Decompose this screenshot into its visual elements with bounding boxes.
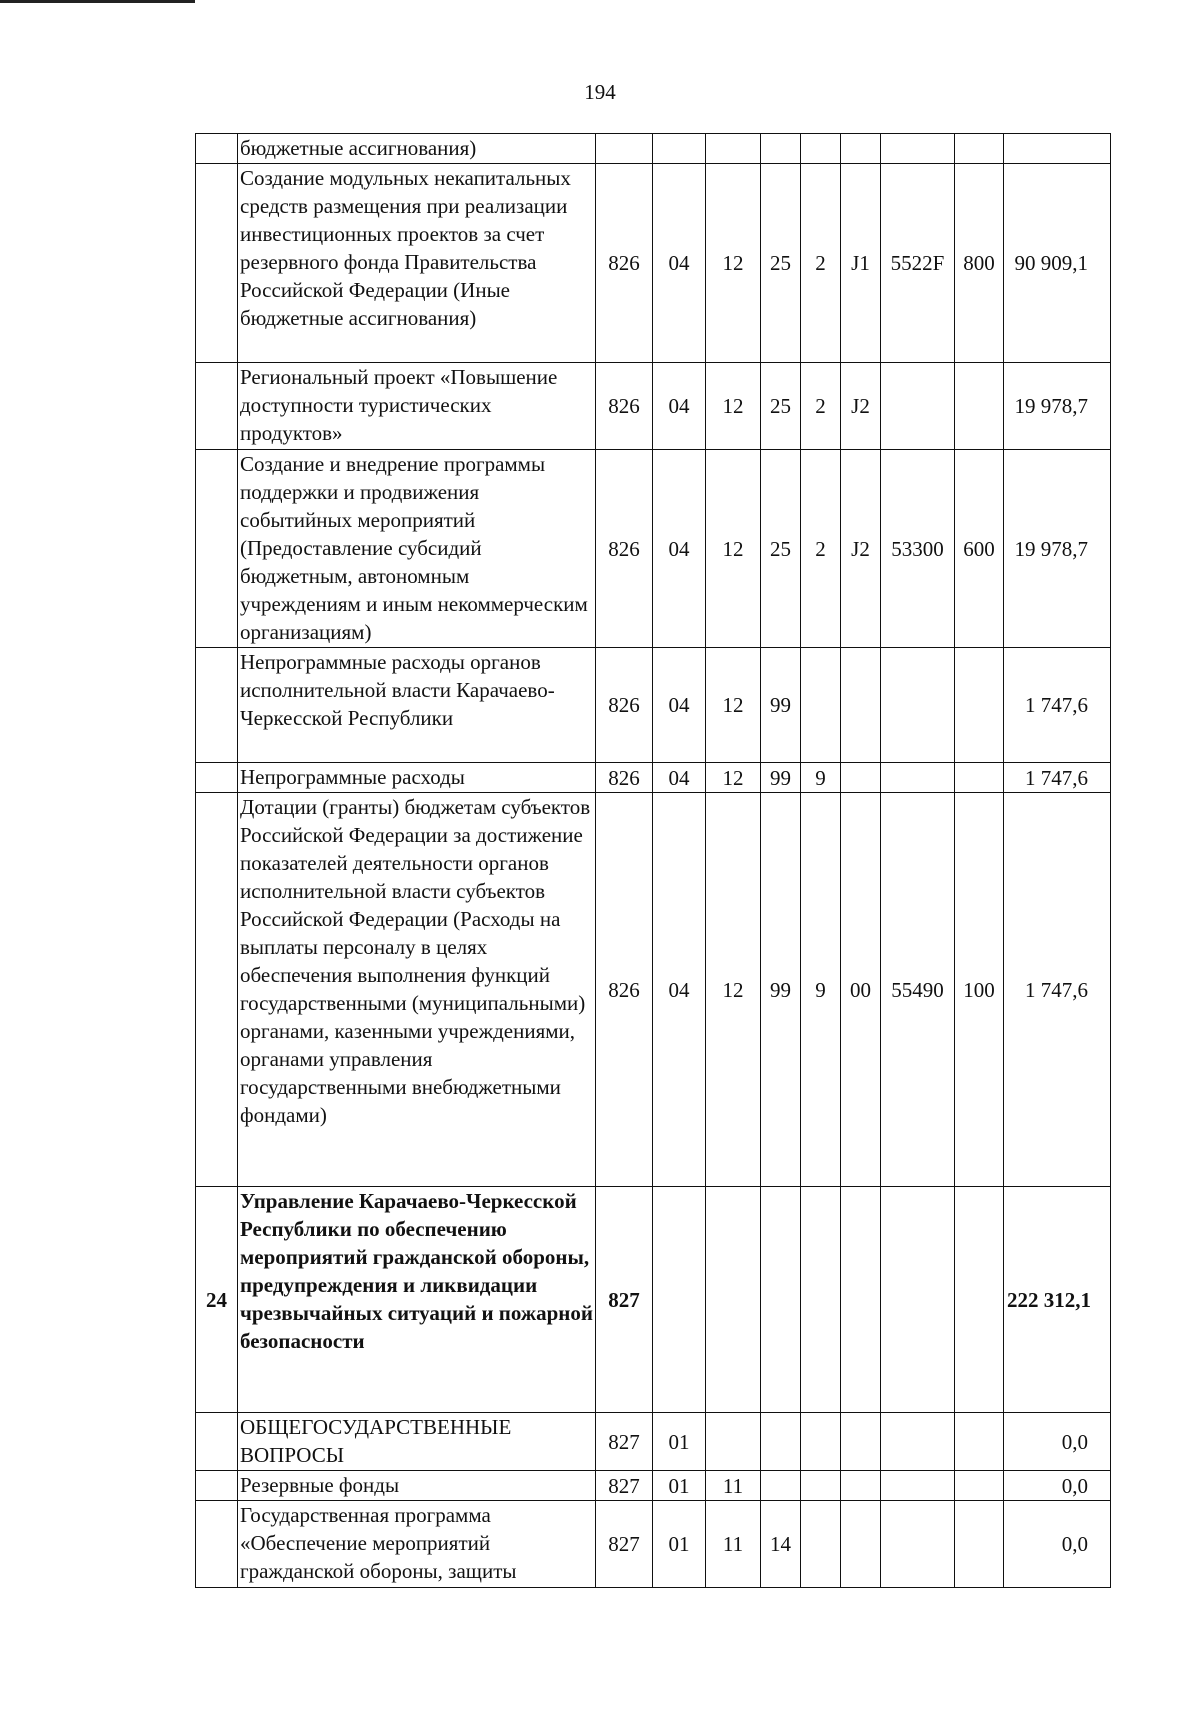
table-row: [196, 363, 1111, 450]
amount: 19 978,7: [1004, 450, 1111, 648]
amount: 1 747,6: [1004, 763, 1111, 793]
ministry-code: 826: [596, 363, 653, 450]
row-number: [196, 648, 238, 763]
subprogram-code: 9: [801, 793, 841, 1187]
page-number: 194: [584, 80, 616, 104]
amount: 90 909,1: [1004, 164, 1111, 363]
budget-table: [195, 133, 1111, 1588]
section-code: 04: [653, 763, 706, 793]
section-code: 01: [653, 1501, 706, 1588]
project-code: 00: [841, 793, 881, 1187]
ministry-code: 826: [596, 450, 653, 648]
subprogram-code: [801, 1413, 841, 1471]
subsection-code: 12: [706, 450, 761, 648]
section-code: 04: [653, 793, 706, 1187]
expense-type-code: [955, 363, 1004, 450]
section-code: 04: [653, 648, 706, 763]
direction-code: [881, 1187, 955, 1413]
table-row: [196, 763, 1111, 793]
program-code: [761, 1187, 801, 1413]
expense-type-code: 100: [955, 793, 1004, 1187]
amount: 1 747,6: [1004, 793, 1111, 1187]
table-row: [196, 450, 1111, 648]
amount: 0,0: [1004, 1471, 1111, 1501]
program-code: [761, 134, 801, 164]
project-code: [841, 763, 881, 793]
subprogram-code: 2: [801, 363, 841, 450]
program-code: 25: [761, 164, 801, 363]
direction-code: [881, 763, 955, 793]
subprogram-code: 9: [801, 763, 841, 793]
amount: 1 747,6: [1004, 648, 1111, 763]
row-number: [196, 763, 238, 793]
expense-type-code: 600: [955, 450, 1004, 648]
program-code: 14: [761, 1501, 801, 1588]
table-row: [196, 1413, 1111, 1471]
expense-name: Непрограммные расходы: [238, 763, 596, 793]
direction-code: [881, 648, 955, 763]
amount: [1004, 134, 1111, 164]
project-code: [841, 1187, 881, 1413]
direction-code: [881, 1501, 955, 1588]
row-number: [196, 1471, 238, 1501]
project-code: J2: [841, 450, 881, 648]
section-code: 01: [653, 1413, 706, 1471]
expense-type-code: [955, 1413, 1004, 1471]
ministry-code: 827: [596, 1471, 653, 1501]
amount: 222 312,1: [1004, 1187, 1111, 1413]
table-row: [196, 1187, 1111, 1413]
program-code: [761, 1413, 801, 1471]
project-code: [841, 1471, 881, 1501]
expense-type-code: [955, 1501, 1004, 1588]
expense-type-code: [955, 1471, 1004, 1501]
program-code: 99: [761, 793, 801, 1187]
subprogram-code: [801, 648, 841, 763]
row-number: [196, 1413, 238, 1471]
program-code: 25: [761, 450, 801, 648]
subprogram-code: 2: [801, 164, 841, 363]
subsection-code: [706, 134, 761, 164]
program-code: 99: [761, 648, 801, 763]
expense-name: Управление Карачаево-Черкесской Республики по обеспечению мероприятий гражданской обороны, предупреждения и ликвидации чрезвычайных ситуаций и пожарной безопасности: [238, 1187, 596, 1413]
expense-name: Непрограммные расходы органов исполнительной власти Карачаево-Черкесской Республики: [238, 648, 596, 763]
expense-type-code: [955, 134, 1004, 164]
subsection-code: 12: [706, 164, 761, 363]
section-code: 04: [653, 164, 706, 363]
ministry-code: 826: [596, 793, 653, 1187]
row-number: 24: [196, 1187, 238, 1413]
subprogram-code: [801, 1187, 841, 1413]
table-row: [196, 793, 1111, 1187]
amount: 0,0: [1004, 1501, 1111, 1588]
direction-code: [881, 134, 955, 164]
section-code: 01: [653, 1471, 706, 1501]
direction-code: [881, 363, 955, 450]
project-code: [841, 1413, 881, 1471]
row-number: [196, 134, 238, 164]
ministry-code: 827: [596, 1501, 653, 1588]
subprogram-code: [801, 1471, 841, 1501]
expense-name: Региональный проект «Повышение доступности туристических продуктов»: [238, 363, 596, 450]
subprogram-code: [801, 1501, 841, 1588]
expense-type-code: [955, 763, 1004, 793]
section-code: 04: [653, 363, 706, 450]
section-code: 04: [653, 450, 706, 648]
subsection-code: [706, 1187, 761, 1413]
table-row: [196, 134, 1111, 164]
expense-name: бюджетные ассигнования): [238, 134, 596, 164]
ministry-code: 826: [596, 648, 653, 763]
row-number: [196, 164, 238, 363]
ministry-code: [596, 134, 653, 164]
subsection-code: [706, 1413, 761, 1471]
subsection-code: 11: [706, 1501, 761, 1588]
subprogram-code: [801, 134, 841, 164]
expense-type-code: [955, 1187, 1004, 1413]
ministry-code: 827: [596, 1187, 653, 1413]
project-code: [841, 134, 881, 164]
expense-name: Дотации (гранты) бюджетам субъектов Российской Федерации за достижение показателей деятельности органов исполнительной власти субъектов Российской Федерации (Расходы на выплаты персоналу в целях обеспечения выполнения функций государственными (муниципальными) органами, казенными учреждениями, органами управления государственными внебюджетными фондами): [238, 793, 596, 1187]
subsection-code: 12: [706, 793, 761, 1187]
expense-name: Государственная программа «Обеспечение мероприятий гражданской обороны, защиты: [238, 1501, 596, 1588]
row-number: [196, 363, 238, 450]
top-rule: [0, 0, 195, 3]
direction-code: 55490: [881, 793, 955, 1187]
row-number: [196, 793, 238, 1187]
expense-name: Создание модульных некапитальных средств размещения при реализации инвестиционных проектов за счет резервного фонда Правительства Российской Федерации (Иные бюджетные ассигнования): [238, 164, 596, 363]
table-row: [196, 648, 1111, 763]
direction-code: [881, 1413, 955, 1471]
project-code: J2: [841, 363, 881, 450]
section-code: [653, 1187, 706, 1413]
expense-name: Резервные фонды: [238, 1471, 596, 1501]
table-row: [196, 1471, 1111, 1501]
subsection-code: 12: [706, 363, 761, 450]
table-row: [196, 164, 1111, 363]
program-code: [761, 1471, 801, 1501]
project-code: [841, 648, 881, 763]
ministry-code: 826: [596, 763, 653, 793]
row-number: [196, 450, 238, 648]
expense-name: Создание и внедрение программы поддержки и продвижения событийных мероприятий (Предоставление субсидий бюджетным, автономным учреждениям и иным некоммерческим организациям): [238, 450, 596, 648]
amount: 0,0: [1004, 1413, 1111, 1471]
project-code: [841, 1501, 881, 1588]
amount: 19 978,7: [1004, 363, 1111, 450]
table-row: [196, 1501, 1111, 1588]
expense-type-code: [955, 648, 1004, 763]
subsection-code: 12: [706, 763, 761, 793]
direction-code: 5522F: [881, 164, 955, 363]
expense-type-code: 800: [955, 164, 1004, 363]
ministry-code: 827: [596, 1413, 653, 1471]
project-code: J1: [841, 164, 881, 363]
row-number: [196, 1501, 238, 1588]
program-code: 99: [761, 763, 801, 793]
subsection-code: 11: [706, 1471, 761, 1501]
direction-code: [881, 1471, 955, 1501]
program-code: 25: [761, 363, 801, 450]
ministry-code: 826: [596, 164, 653, 363]
expense-name: ОБЩЕГОСУДАРСТВЕННЫЕ ВОПРОСЫ: [238, 1413, 596, 1471]
subprogram-code: 2: [801, 450, 841, 648]
direction-code: 53300: [881, 450, 955, 648]
subsection-code: 12: [706, 648, 761, 763]
section-code: [653, 134, 706, 164]
